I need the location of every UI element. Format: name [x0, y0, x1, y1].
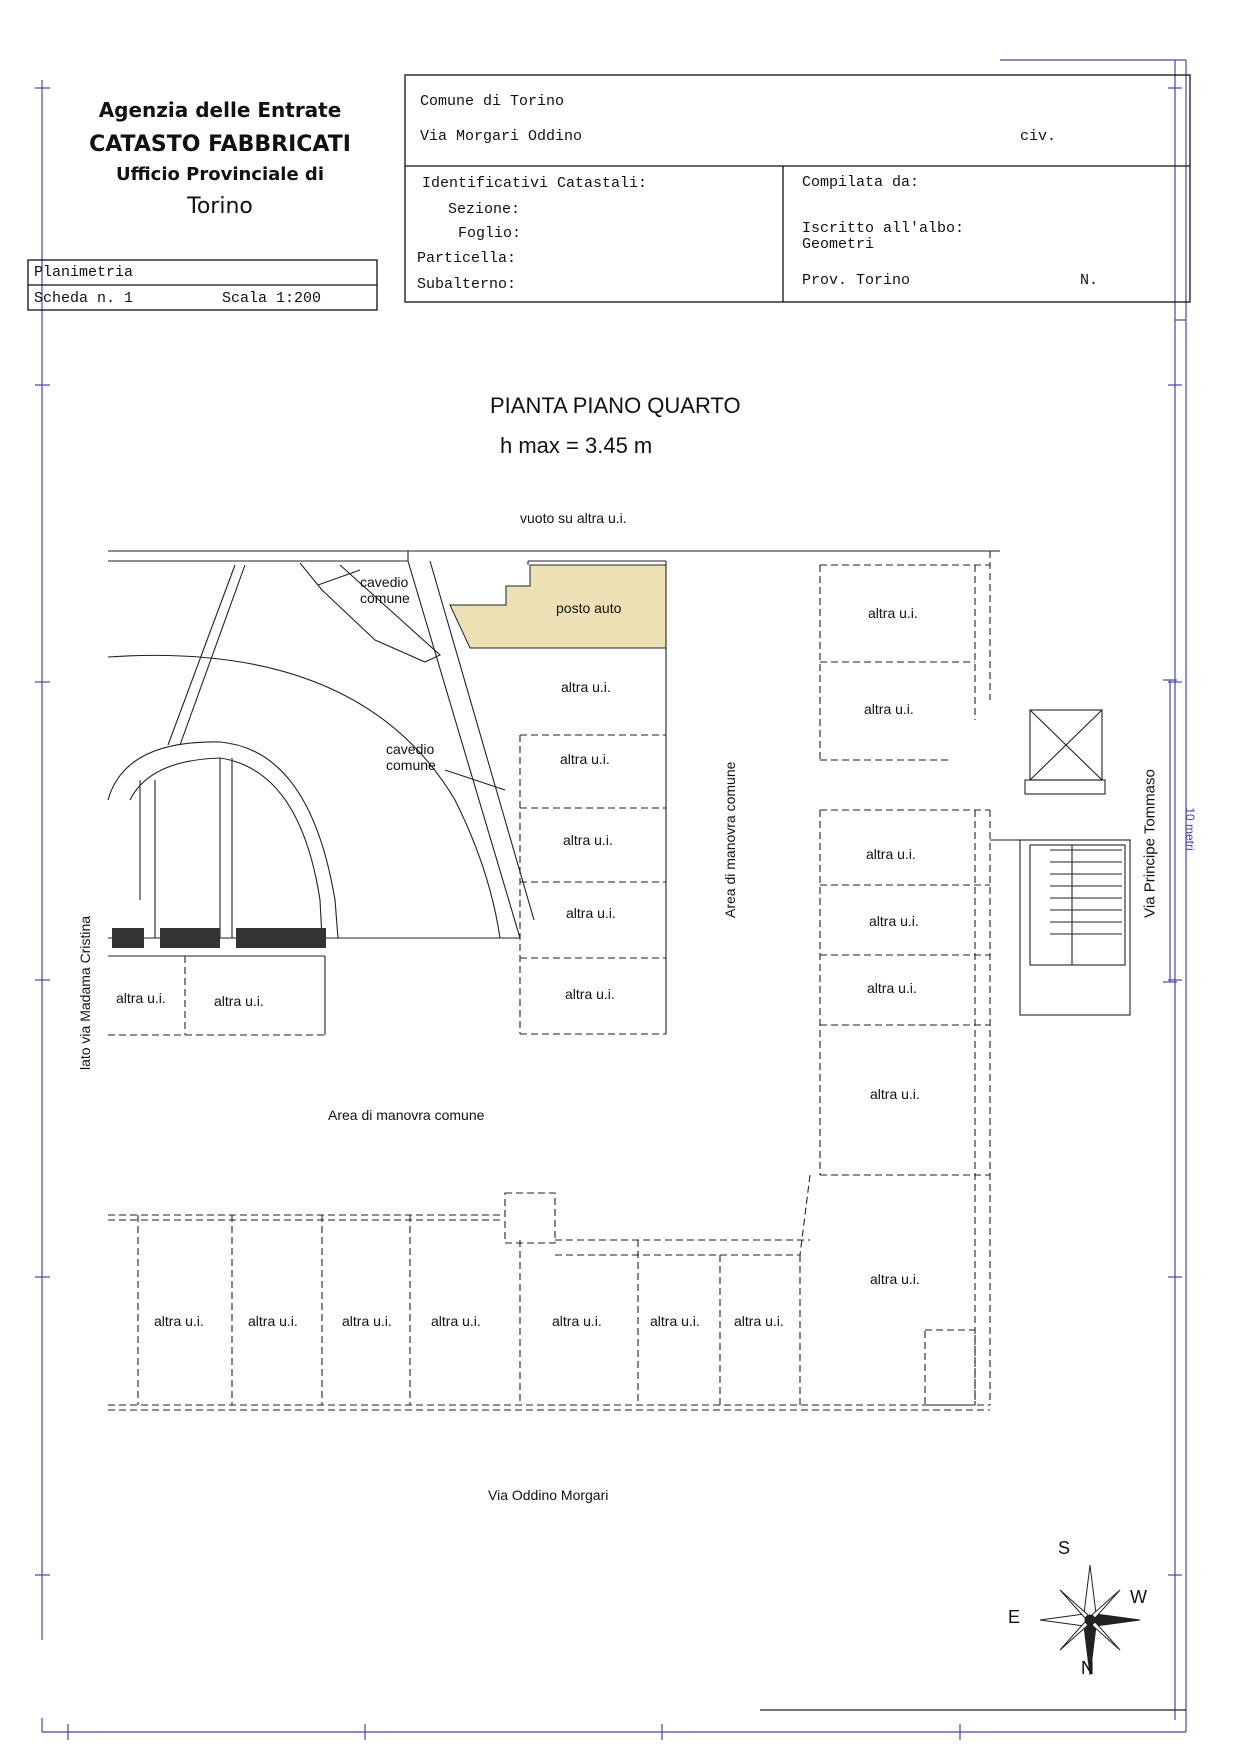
office-label: Ufficio Provinciale di	[115, 164, 324, 185]
cavedio-upper-label-1: cavedio	[360, 574, 409, 590]
agency-name: Agenzia delle Entrate	[98, 98, 342, 122]
unit-label: altra u.i.	[565, 986, 615, 1002]
unit-label: altra u.i.	[431, 1313, 481, 1329]
unit-label: altra u.i.	[870, 1086, 920, 1102]
unit-label: altra u.i.	[869, 913, 919, 929]
area-manovra-label: Area di manovra comune	[328, 1107, 485, 1123]
unit-label: altra u.i.	[867, 980, 917, 996]
lato-via-madama-cristina-label: lato via Madama Cristina	[77, 915, 93, 1071]
cavedio-upper-label-2: comune	[360, 590, 410, 606]
unit-label: altra u.i.	[154, 1313, 204, 1329]
unit-label: altra u.i.	[214, 993, 264, 1009]
civ-label: civ.	[1020, 128, 1057, 145]
compass-n: N	[1081, 1658, 1094, 1678]
hmax-label: h max = 3.45 m	[500, 433, 653, 458]
prov-label: Prov. Torino	[802, 272, 911, 289]
area-manovra-vertical-label: Area di manovra comune	[722, 761, 738, 918]
unit-label: altra u.i.	[734, 1313, 784, 1329]
iscritto-label: Iscritto all'albo:	[802, 220, 965, 237]
scheda-label: Scheda n. 1	[34, 290, 134, 307]
unit-label: altra u.i.	[864, 701, 914, 717]
catasto-title: CATASTO FABBRICATI	[89, 132, 351, 157]
unit-label: altra u.i.	[248, 1313, 298, 1329]
city-label: Torino	[187, 194, 253, 219]
unit-label: altra u.i.	[552, 1313, 602, 1329]
subalterno-label: Subalterno:	[417, 276, 517, 293]
unit-label: altra u.i.	[870, 1271, 920, 1287]
cavedio-lower-label-2: comune	[386, 757, 436, 773]
via-principe-tommaso-label: Via Principe Tommaso	[1141, 769, 1159, 918]
planimetria-label: Planimetria	[34, 264, 134, 281]
foglio-label: Foglio:	[458, 225, 522, 242]
n-label: N.	[1080, 272, 1099, 289]
unit-label: altra u.i.	[866, 846, 916, 862]
plan-title: PIANTA PIANO QUARTO	[490, 393, 741, 418]
unit-label: altra u.i.	[566, 905, 616, 921]
compass-s: S	[1058, 1538, 1071, 1558]
unit-label: altra u.i.	[650, 1313, 700, 1329]
via-oddino-morgari-label: Via Oddino Morgari	[488, 1487, 609, 1503]
comune-label: Comune di Torino	[420, 93, 565, 110]
unit-label: altra u.i.	[342, 1313, 392, 1329]
top-void-label: vuoto su altra u.i.	[520, 510, 627, 526]
posto-auto-label: posto auto	[556, 600, 622, 616]
scala-label: Scala 1:200	[222, 290, 322, 307]
via-label: Via Morgari Oddino	[420, 128, 583, 145]
cavedio-lower-label-1: cavedio	[386, 741, 435, 757]
geometri-label: Geometri	[802, 236, 875, 253]
compilata-label: Compilata da:	[802, 174, 920, 191]
sezione-label: Sezione:	[448, 201, 521, 218]
unit-label: altra u.i.	[868, 605, 918, 621]
identificativi-label: Identificativi Catastali:	[422, 175, 648, 192]
unit-label: altra u.i.	[116, 990, 166, 1006]
unit-label: altra u.i.	[563, 832, 613, 848]
unit-label: altra u.i.	[561, 679, 611, 695]
compass-e: E	[1008, 1607, 1021, 1627]
particella-label: Particella:	[417, 250, 517, 267]
compass-w: W	[1130, 1587, 1147, 1607]
scale-bar-label: 10 metri	[1183, 807, 1197, 851]
unit-label: altra u.i.	[560, 751, 610, 767]
